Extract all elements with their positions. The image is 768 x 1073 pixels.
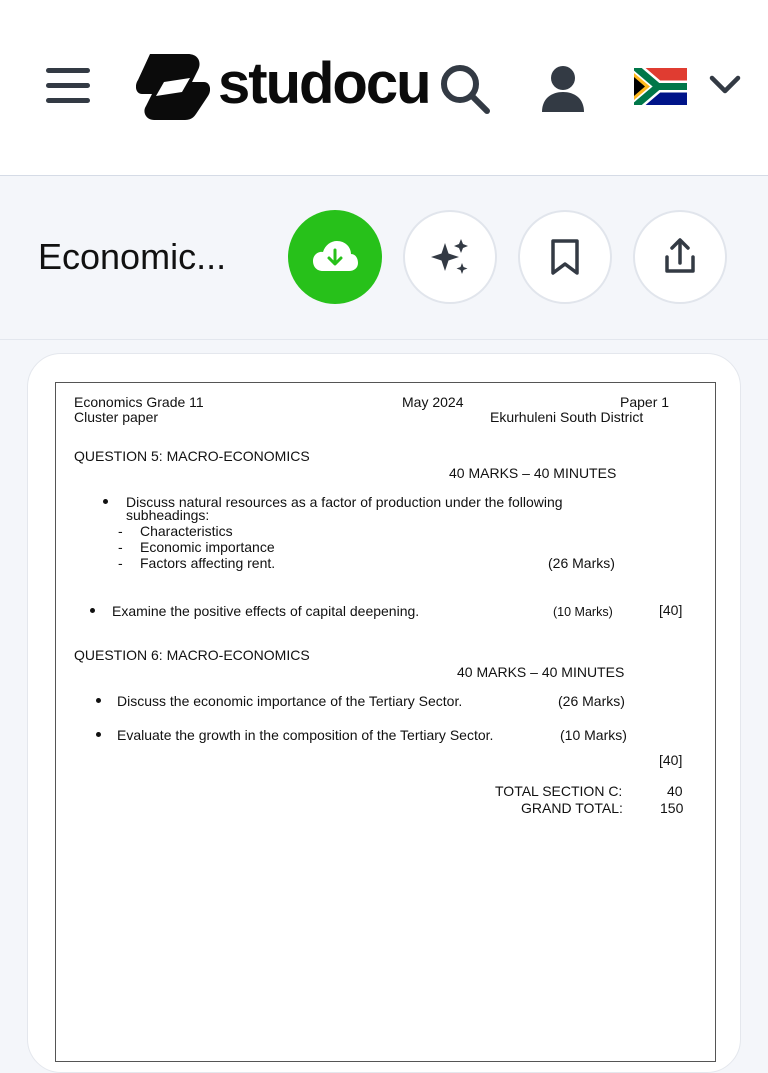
- q6-item-2-marks: (10 Marks): [560, 727, 627, 743]
- grand-total-value: 150: [660, 800, 684, 816]
- q6-total: [40]: [659, 752, 683, 768]
- document-title-bar: [0, 176, 768, 340]
- download-button[interactable]: [288, 210, 382, 304]
- q6-item-1: Discuss the economic importance of the Tertiary Sector.: [117, 693, 463, 709]
- question-6-marks: 40 MARKS – 40 MINUTES: [457, 664, 625, 680]
- doc-subject: Economics Grade 11: [74, 394, 204, 410]
- bookmark-button[interactable]: [518, 210, 612, 304]
- question-5-title: QUESTION 5: MACRO-ECONOMICS: [74, 448, 310, 464]
- q6-item-1-marks: (26 Marks): [558, 693, 625, 709]
- top-navigation-bar: [0, 0, 768, 176]
- cloud-download-icon: [311, 239, 359, 275]
- bullet-icon: [90, 608, 95, 613]
- q5-item-2: Examine the positive effects of capital deepening.: [112, 603, 420, 619]
- chevron-down-icon[interactable]: [708, 72, 742, 98]
- doc-paper-type: Cluster paper: [74, 409, 159, 425]
- q6-item-2: Evaluate the growth in the composition of the Tertiary Sector.: [117, 727, 494, 743]
- doc-date: May 2024: [402, 394, 464, 410]
- q5-item-1-marks: (26 Marks): [548, 555, 615, 571]
- q5-subitem-1: Characteristics: [140, 523, 233, 539]
- total-section-label: TOTAL SECTION C:: [495, 783, 623, 799]
- dash-marker: -: [118, 539, 123, 555]
- doc-district: Ekurhuleni South District: [490, 409, 644, 425]
- q5-item-2-marks: (10 Marks): [553, 605, 613, 619]
- question-6-title: QUESTION 6: MACRO-ECONOMICS: [74, 647, 310, 663]
- q5-total: [40]: [659, 602, 683, 618]
- doc-paper-number: Paper 1: [620, 394, 670, 410]
- sparkles-icon: [429, 237, 471, 277]
- dash-marker: -: [118, 555, 123, 571]
- bullet-icon: [96, 732, 101, 737]
- studocu-logo-icon[interactable]: [136, 52, 210, 122]
- grand-total-label: GRAND TOTAL:: [521, 800, 623, 816]
- dash-marker: -: [118, 523, 123, 539]
- page-title: Economic...: [38, 236, 227, 277]
- q5-subitem-3: Factors affecting rent.: [140, 555, 276, 571]
- hamburger-menu-icon[interactable]: [46, 68, 90, 104]
- brand-name[interactable]: studocu: [218, 51, 430, 116]
- q5-subitem-2: Economic importance: [140, 539, 275, 555]
- south-africa-flag-icon[interactable]: [634, 68, 687, 105]
- ai-assistant-button[interactable]: [403, 210, 497, 304]
- share-button[interactable]: [633, 210, 727, 304]
- bullet-icon: [103, 499, 108, 504]
- search-icon[interactable]: [438, 62, 492, 116]
- document-page: [55, 382, 716, 1062]
- q5-item-1-line-1: Discuss natural resources as a factor of production under the following: [126, 494, 563, 510]
- share-icon: [661, 237, 699, 277]
- user-icon[interactable]: [540, 64, 586, 114]
- q5-item-1-line-2: subheadings:: [126, 507, 210, 523]
- bullet-icon: [96, 698, 101, 703]
- bookmark-icon: [549, 237, 581, 277]
- question-5-marks: 40 MARKS – 40 MINUTES: [449, 465, 617, 481]
- total-section-value: 40: [667, 783, 683, 799]
